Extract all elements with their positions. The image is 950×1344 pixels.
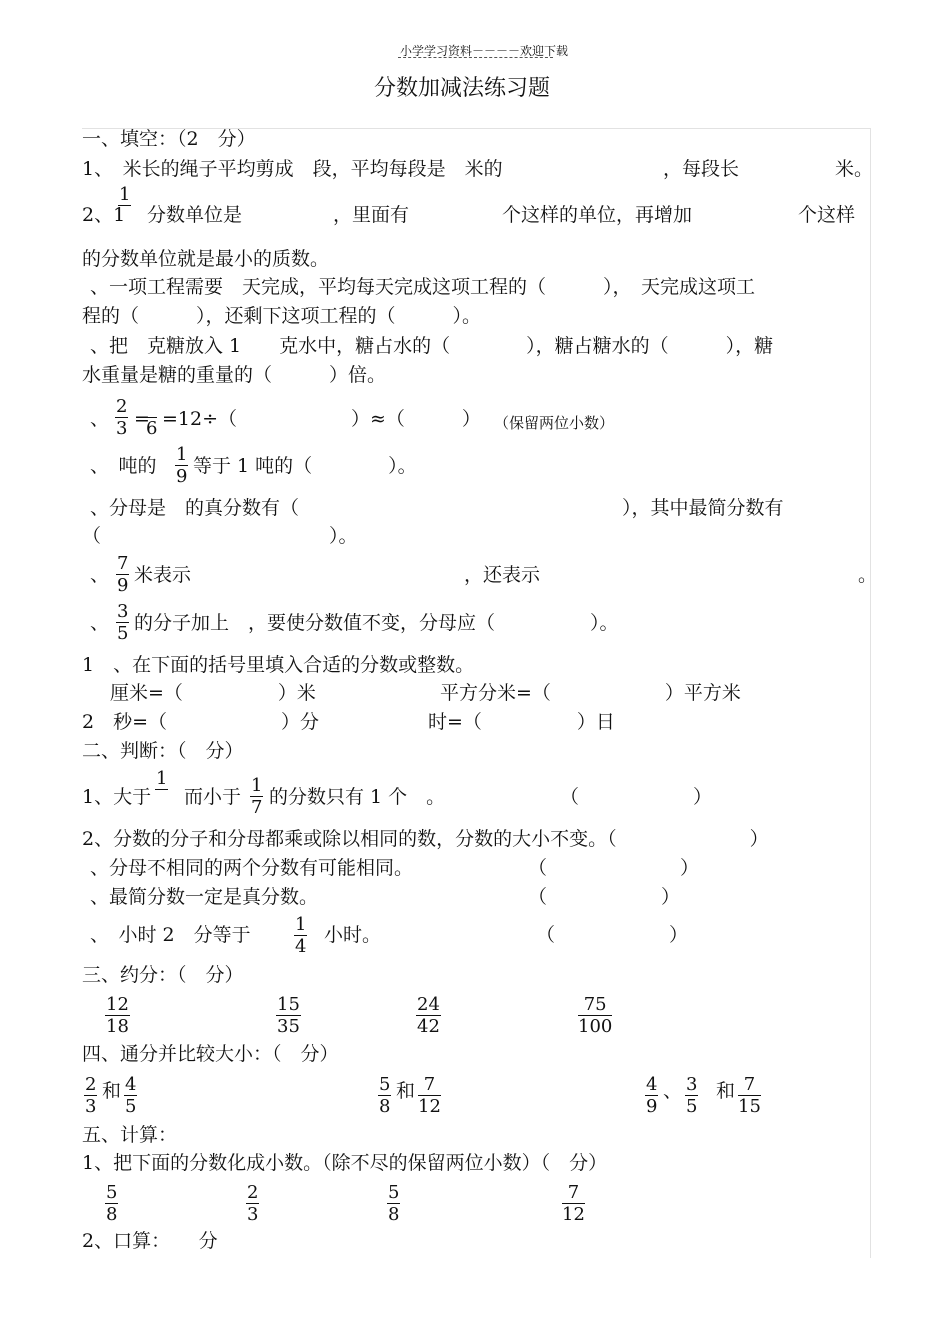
q2-text-b: 分数单位是	[147, 204, 243, 226]
q7-line2: （ ）。	[82, 525, 358, 547]
q5-fraction-1: $\frac{2}{3}$	[116, 396, 128, 439]
q4-line1: 、把 克糖放入 1 克水中，糖占水的（ ），糖占糖水的（ ），糖	[90, 335, 774, 357]
q8-prefix: 、	[90, 564, 110, 586]
judge-5-text-b: 小时。	[324, 924, 382, 946]
compare-g2-fraction-1: $\frac{5}{8}$	[379, 1074, 391, 1117]
q7-line1: 、分母是 的真分数有（ ），其中最简分数有	[90, 497, 784, 519]
compare-g3-fraction-3: $\frac{7}{15}$	[738, 1074, 761, 1117]
compare-g1-fraction-2: $\frac{4}{5}$	[125, 1074, 137, 1117]
section-5-heading: 五、计算：	[82, 1124, 178, 1146]
q10-heading: 1 、在下面的括号里填入合适的分数或整数。	[82, 654, 475, 676]
section-1-heading: 一、填空：（2 分）	[82, 128, 256, 150]
q2-text-c: ，里面有	[333, 204, 410, 226]
section-2-heading: 二、判断：（ 分）	[82, 740, 244, 762]
q8-text-a: 米表示	[134, 564, 192, 586]
header-note: 小学学习资料－－－－欢迎下载	[400, 44, 569, 58]
reduce-fraction-3: $\frac{24}{42}$	[417, 994, 440, 1037]
compare-g3-separator: 、	[663, 1080, 683, 1102]
q10-item-b1: 2 秒=（ ）分	[82, 711, 320, 733]
q3-line1: 、一项工程需要 天完成，平均每天完成这项工程的（ ）， 天完成这项工	[90, 276, 756, 298]
q4-line2: 水重量是糖的重量的（ ）倍。	[82, 364, 387, 386]
judge-2-text: 2、分数的分子和分母都乘或除以相同的数，分数的大小不变。（ ）	[82, 828, 769, 850]
q10-item-b2: 时=（ ）日	[428, 711, 615, 733]
q2-text-a: 2、1	[82, 204, 126, 226]
q1-text-a: 1、 米长的绳子平均剪成 段，平均每段是 米的	[82, 158, 503, 180]
page-title: 分数加减法练习题	[374, 76, 551, 101]
calc-q1-text: 1、把下面的分数化成小数。（除不尽的保留两位小数）（ 分）	[82, 1152, 608, 1174]
judge-1-text-b: 而小于	[184, 786, 242, 808]
q9-fraction: $\frac{3}{5}$	[117, 601, 129, 644]
q1-text-c: 米。	[835, 158, 874, 180]
q5-note: （保留两位小数）	[494, 414, 615, 432]
reduce-fraction-1: $\frac{12}{18}$	[106, 994, 129, 1037]
decimal-fraction-1: $\frac{5}{8}$	[106, 1182, 118, 1225]
judge-1-paren: （ ）	[560, 786, 713, 808]
q6-text-b: 等于 1 吨的（ ）。	[193, 455, 417, 477]
q6-text-a: 、 吨的	[90, 455, 157, 477]
q2-line2: 的分数单位就是最小的质数。	[82, 248, 330, 270]
q5-prefix: 、	[90, 408, 110, 430]
q9-prefix: 、	[90, 612, 110, 634]
q1-text-b: ，每段长	[663, 158, 740, 180]
compare-g2-fraction-2: $\frac{7}{12}$	[418, 1074, 441, 1117]
q5-fraction-2: 6	[146, 418, 158, 439]
decimal-fraction-2: $\frac{2}{3}$	[247, 1182, 259, 1225]
judge-5-fraction: $\frac{1}{4}$	[295, 914, 307, 957]
calc-q2-text: 2、口算： 分	[82, 1230, 218, 1252]
judge-1-text-c: 的分数只有 1 个 。	[269, 786, 446, 808]
q10-item-a2: 平方分米=（ ）平方米	[440, 682, 741, 704]
judge-4-paren: （ ）	[528, 886, 681, 908]
decimal-fraction-4: $\frac{7}{12}$	[562, 1182, 585, 1225]
header-underline	[398, 57, 553, 58]
q8-text-c: 。	[858, 564, 878, 586]
judge-1-text-a: 1、大于	[82, 786, 152, 808]
compare-g1-fraction-1: $\frac{2}{3}$	[85, 1074, 97, 1117]
reduce-fraction-2: $\frac{15}{35}$	[277, 994, 300, 1037]
decimal-fraction-3: $\frac{5}{8}$	[388, 1182, 400, 1225]
compare-g3-fraction-2: $\frac{3}{5}$	[686, 1074, 698, 1117]
q5-rest: =12÷（ ）≈（ ）	[162, 408, 481, 430]
compare-g1-and: 和	[102, 1080, 122, 1102]
compare-g3-and: 和	[716, 1080, 736, 1102]
section-4-heading: 四、通分并比较大小：（ 分）	[82, 1043, 339, 1065]
q9-text: 的分子加上 ，要使分数值不变，分母应（ ）。	[134, 612, 619, 634]
judge-3-text: 、分母不相同的两个分数有可能相同。	[90, 857, 414, 879]
section-3-heading: 三、约分：（ 分）	[82, 964, 244, 986]
q2-text-d: 个这样的单位，再增加	[502, 204, 693, 226]
judge-4-text: 、最简分数一定是真分数。	[90, 886, 319, 908]
q3-line2: 程的（ ），还剩下这项工程的（ ）。	[82, 305, 482, 327]
compare-g3-fraction-1: $\frac{4}{9}$	[646, 1074, 658, 1117]
q8-text-b: ，还表示	[464, 564, 541, 586]
q2-fraction: 1	[118, 186, 131, 226]
judge-3-paren: （ ）	[528, 857, 700, 879]
q10-item-a1: 厘米=（ ）米	[110, 682, 316, 704]
q5-equals: =	[134, 408, 150, 430]
judge-5-paren: （ ）	[536, 924, 689, 946]
q6-fraction: $\frac{1}{9}$	[176, 444, 188, 487]
q2-text-e: 个这样	[798, 204, 856, 226]
q8-fraction: $\frac{7}{9}$	[117, 553, 129, 596]
judge-5-text-a: 、 小时 2 分等于	[90, 924, 251, 946]
judge-1-fraction-2: $\frac{1}{7}$	[251, 775, 263, 818]
reduce-fraction-4: $\frac{75}{100}$	[578, 994, 613, 1037]
compare-g2-and: 和	[396, 1080, 416, 1102]
judge-1-fraction-1: 1	[155, 770, 168, 810]
content-border-right	[870, 128, 871, 1258]
